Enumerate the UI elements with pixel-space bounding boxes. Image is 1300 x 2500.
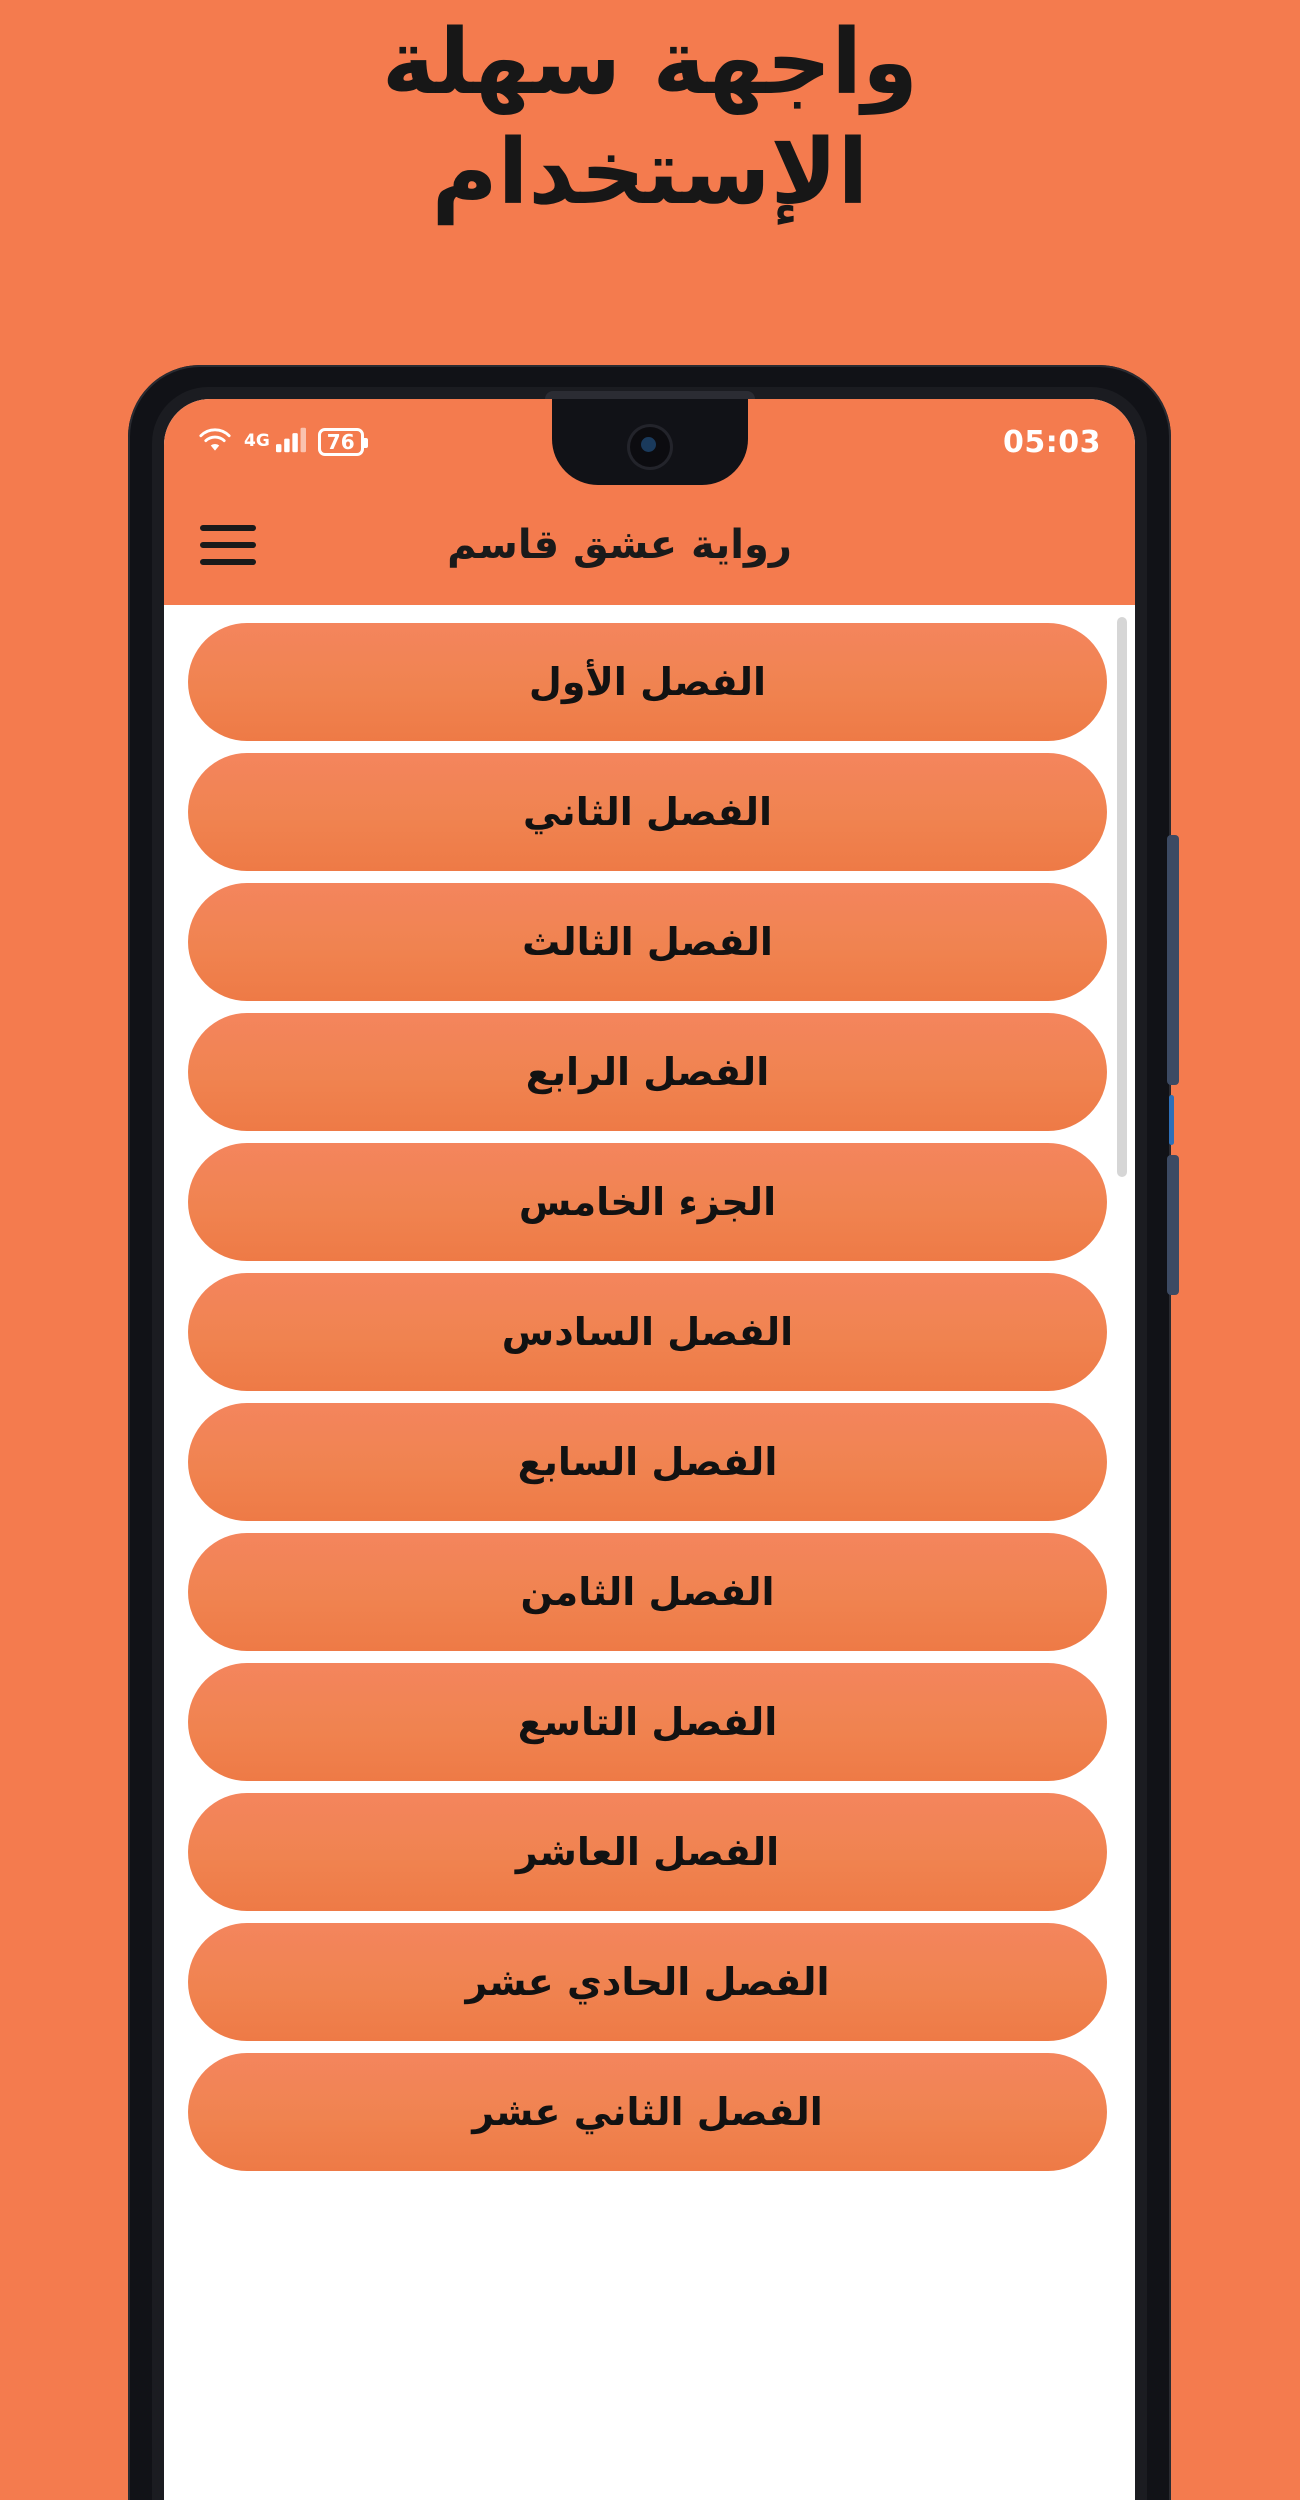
phone-bezel: [152, 387, 1147, 2500]
list-item[interactable]: [188, 2053, 1107, 2171]
volume-button[interactable]: [1167, 835, 1179, 1085]
list-item[interactable]: [188, 1793, 1107, 1911]
chapter-label: الفصل الرابع: [525, 1050, 770, 1094]
phone-screen: [164, 399, 1135, 2500]
promo-headline-line-2: الإستخدام: [431, 119, 869, 225]
list-item[interactable]: [188, 1143, 1107, 1261]
chapter-label: الفصل السابع: [517, 1440, 778, 1484]
app-bar: [164, 485, 1135, 605]
list-item[interactable]: [188, 883, 1107, 1001]
list-item[interactable]: [188, 623, 1107, 741]
chapter-label: الفصل الأول: [528, 660, 767, 704]
chapter-label: الفصل الحادي عشر: [465, 1960, 830, 2004]
power-accent-stripe: [1169, 1095, 1174, 1145]
list-item[interactable]: [188, 1663, 1107, 1781]
promo-headline-line-1: واجهة سهلة: [381, 10, 919, 115]
signal-icon: [276, 427, 306, 457]
list-item[interactable]: [188, 1403, 1107, 1521]
chapter-label: الفصل الثاني: [522, 790, 773, 834]
list-item[interactable]: [188, 1533, 1107, 1651]
status-clock: 05:03: [1003, 424, 1101, 460]
promo-headline: [0, 0, 1300, 228]
phone-mockup: [128, 365, 1171, 2500]
status-indicators: [198, 427, 364, 457]
list-scrollbar[interactable]: [1117, 605, 1127, 2500]
front-camera-icon: [630, 427, 670, 467]
list-item[interactable]: [188, 1273, 1107, 1391]
power-button[interactable]: [1167, 1155, 1179, 1295]
camera-notch: [552, 399, 748, 485]
list-item[interactable]: [188, 1013, 1107, 1131]
battery-icon: [318, 428, 364, 456]
chapter-label: الفصل الثالث: [522, 920, 773, 964]
chapter-label: الفصل الثامن: [520, 1570, 775, 1614]
chapter-label: الفصل التاسع: [517, 1700, 778, 1744]
chapter-label: الفصل السادس: [501, 1310, 794, 1354]
page-title: رواية عشق قاسم: [447, 522, 792, 568]
list-item[interactable]: [188, 753, 1107, 871]
battery-level-label: 76: [326, 430, 355, 454]
chapter-label: الفصل الثاني عشر: [472, 2090, 823, 2134]
hamburger-menu-icon[interactable]: [200, 525, 256, 565]
wifi-icon: [198, 427, 232, 457]
chapter-list[interactable]: [164, 605, 1135, 2500]
scrollbar-thumb[interactable]: [1117, 617, 1127, 1177]
chapter-label: الجزء الخامس: [518, 1180, 777, 1224]
list-item[interactable]: [188, 1923, 1107, 2041]
network-type-label: 4G: [244, 431, 270, 451]
chapter-label: الفصل العاشر: [515, 1830, 780, 1874]
